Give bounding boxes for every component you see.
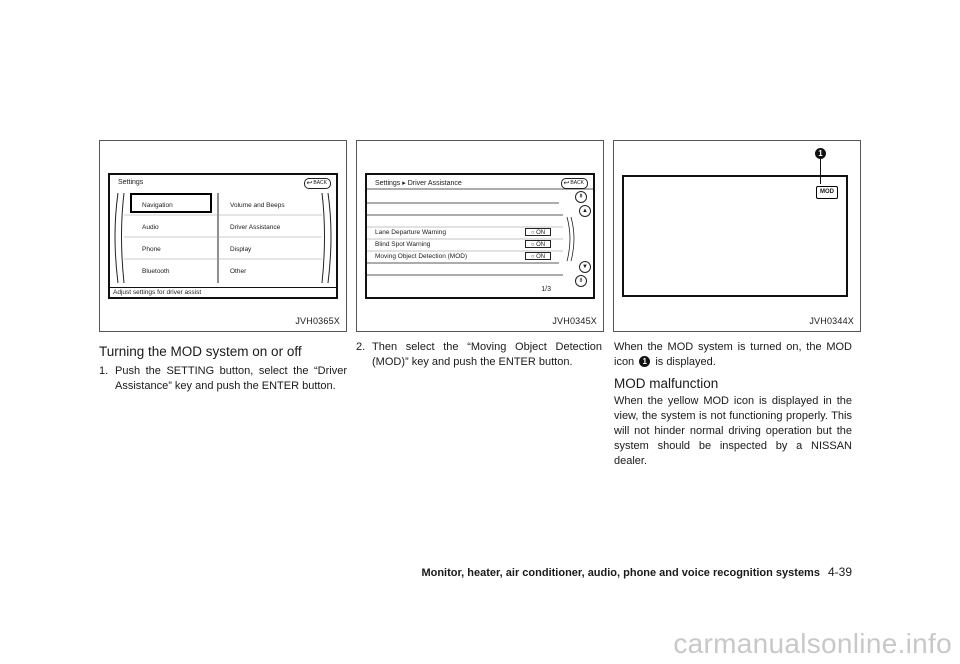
figure-code: JVH0345X (552, 316, 597, 326)
driver-assistance-screen (365, 173, 595, 299)
scroll-down-icon[interactable]: ▼ (579, 261, 591, 273)
watermark-text: carmanualsonline.info (673, 628, 952, 659)
figure-code: JVH0365X (295, 316, 340, 326)
screen-title: Settings ▸ Driver Assistance (375, 180, 462, 187)
menu-item-navigation[interactable]: Navigation (142, 202, 173, 209)
back-arrow-icon: ↩ (306, 180, 313, 187)
step-text: Push the SETTING button, select the “Driver Assistance” key and push the ENTER button. (115, 365, 347, 392)
menu-item-phone[interactable]: Phone (142, 246, 161, 253)
page-indicator: 1/3 (541, 286, 551, 293)
para-text: When the MOD system is turned on, the MOD icon (614, 341, 852, 368)
figure-mod-icon (613, 140, 861, 332)
toggle-circle-icon: ○ (530, 254, 535, 260)
setting-row-bsw[interactable]: Blind Spot Warning (375, 241, 431, 248)
settings-screen (108, 173, 338, 299)
figure-settings-menu (99, 140, 347, 332)
step-text: Then select the “Moving Object Detection (MOD)” key and push the ENTER button. (372, 341, 602, 368)
scroll-bottom-icon[interactable]: ⇟ (575, 275, 587, 287)
page-footer (421, 565, 852, 579)
section-heading-malfunction: MOD malfunction (614, 376, 719, 391)
toggle-state: ON (536, 242, 546, 248)
bsw-toggle[interactable] (525, 240, 551, 248)
back-label: BACK (570, 180, 584, 186)
list-frame-lines (367, 175, 593, 297)
scroll-up-icon[interactable]: ▲ (579, 205, 591, 217)
malfunction-paragraph: When the yellow MOD icon is displayed in the view, the system is not functioning properly. This will not hinder normal driving operation but the system should be inspected by a NISSAN dealer. (614, 395, 852, 467)
camera-view (622, 175, 848, 297)
back-label: BACK (313, 180, 327, 186)
ldw-toggle[interactable] (525, 228, 551, 236)
toggle-circle-icon: ○ (530, 242, 535, 248)
setting-row-ldw[interactable]: Lane Departure Warning (375, 229, 446, 236)
figure-driver-assistance (356, 140, 604, 332)
screen-title: Settings (118, 179, 144, 186)
callout-line (820, 159, 821, 184)
menu-item-bluetooth[interactable]: Bluetooth (142, 268, 170, 275)
menu-item-audio[interactable]: Audio (142, 224, 159, 231)
mod-toggle[interactable] (525, 252, 551, 260)
figure-code: JVH0344X (809, 316, 854, 326)
toggle-circle-icon: ○ (530, 230, 535, 236)
step-number: 2. (356, 341, 366, 353)
back-arrow-icon: ↩ (563, 180, 570, 187)
step-number: 1. (99, 365, 109, 377)
callout-number-inline: 1 (639, 356, 650, 367)
menu-item-other[interactable]: Other (230, 268, 247, 275)
page-number: 4-39 (827, 565, 852, 579)
para-text: is displayed. (655, 356, 716, 368)
toggle-state: ON (536, 230, 546, 236)
mod-on-paragraph (614, 340, 852, 370)
section-heading: Turning the MOD system on or off (99, 344, 302, 359)
menu-item-volume[interactable]: Volume and Beeps (230, 202, 285, 209)
menu-item-display[interactable]: Display (230, 246, 252, 253)
toggle-state: ON (536, 254, 546, 260)
callout-number: 1 (815, 148, 826, 159)
mod-icon: MOD (816, 186, 838, 199)
setting-row-mod[interactable]: Moving Object Detection (MOD) (375, 253, 468, 260)
scroll-top-icon[interactable]: ⇞ (575, 191, 587, 203)
menu-item-driver-assistance[interactable]: Driver Assistance (230, 224, 281, 231)
footer-section-title: Monitor, heater, air conditioner, audio, phone and voice recognition systems (421, 567, 820, 579)
status-bar: Adjust settings for driver assist (110, 287, 336, 297)
